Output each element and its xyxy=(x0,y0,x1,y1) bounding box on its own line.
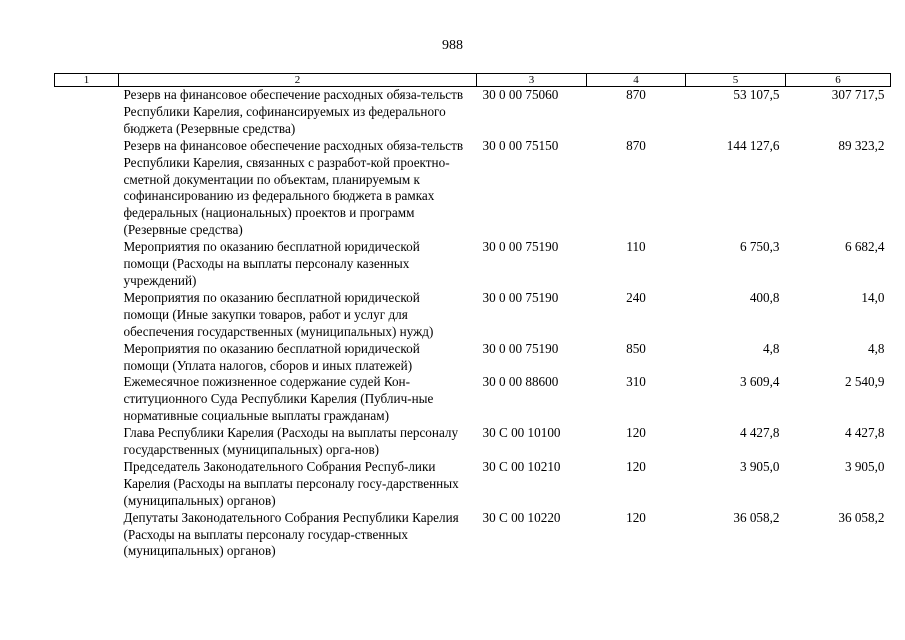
page-number: 988 xyxy=(442,38,463,53)
expense-name: Мероприятия по оказанию бесплатной юридической помощи (Расходы на выплаты персоналу казенных учреждений) xyxy=(123,239,420,288)
expense-type-code: 120 xyxy=(626,458,646,474)
expense-type-code: 310 xyxy=(626,374,646,390)
amount-col6: 3 905,0 xyxy=(844,458,885,474)
amount-col5: 400,8 xyxy=(749,289,780,305)
amount-col5: 36 058,2 xyxy=(733,509,780,525)
target-code: 30 0 00 75190 xyxy=(482,289,559,305)
amount-col6: 2 540,9 xyxy=(844,374,885,390)
expense-type-code: 870 xyxy=(626,137,646,153)
table-row xyxy=(55,290,891,341)
expense-name: Мероприятия по оказанию бесплатной юридической помощи (Иные закупки товаров, работ и услуг для обеспечения государственных (муниципальных) нужд) xyxy=(123,289,434,339)
amount-col6: 36 058,2 xyxy=(838,509,885,525)
target-code: 30 С 00 10220 xyxy=(482,509,561,525)
target-code: 30 0 00 88600 xyxy=(482,374,559,390)
table-row xyxy=(55,374,891,425)
row-index-cell xyxy=(55,425,119,459)
expense-name: Резерв на финансовое обеспечение расходных обяза-тельств Республики Карелия, софинансируемых из федерального бюджета (Резервные средства) xyxy=(123,87,464,136)
target-code: 30 С 00 10100 xyxy=(482,425,561,441)
target-code: 30 0 00 75190 xyxy=(482,340,559,356)
expense-type-code: 110 xyxy=(626,239,646,255)
amount-col6: 4 427,8 xyxy=(844,425,885,441)
amount-col6: 307 717,5 xyxy=(831,87,885,102)
table-row xyxy=(55,239,891,290)
expense-type-code: 870 xyxy=(626,87,646,102)
table-row xyxy=(55,510,891,561)
target-code: 30 0 00 75150 xyxy=(482,137,559,153)
table-header xyxy=(55,74,891,87)
amount-col5: 6 750,3 xyxy=(739,239,780,255)
table-body xyxy=(55,87,891,561)
amount-col5: 144 127,6 xyxy=(726,137,780,153)
expense-name: Глава Республики Карелия (Расходы на выплаты персоналу государственных (муниципальных) орга-нов) xyxy=(123,425,459,458)
expense-name: Ежемесячное пожизненное содержание судей Кон-ституционного Суда Республики Карелия (Публич-ные нормативные социальные выплаты гражданам) xyxy=(123,374,434,424)
expense-type-code: 850 xyxy=(626,340,646,356)
amount-col5: 4 427,8 xyxy=(739,425,780,441)
amount-col6: 4,8 xyxy=(868,340,885,356)
table-row xyxy=(55,459,891,510)
table-row xyxy=(55,341,891,375)
budget-table xyxy=(54,73,891,560)
target-code: 30 0 00 75060 xyxy=(482,87,559,102)
amount-col5: 53 107,5 xyxy=(733,87,780,102)
column-header: 1 xyxy=(55,74,119,87)
target-code: 30 0 00 75190 xyxy=(482,239,559,255)
amount-col6: 89 323,2 xyxy=(838,137,885,153)
expense-name: Мероприятия по оказанию бесплатной юридической помощи (Уплата налогов, сборов и иных платежей) xyxy=(123,340,420,373)
row-index-cell xyxy=(55,459,119,510)
amount-col5: 3 905,0 xyxy=(739,458,780,474)
amount-col6: 6 682,4 xyxy=(844,239,885,255)
table-row xyxy=(55,87,891,138)
expense-type-code: 120 xyxy=(626,509,646,525)
column-header: 6 xyxy=(786,74,891,87)
table-row xyxy=(55,138,891,239)
row-index-cell xyxy=(55,290,119,341)
column-header: 2 xyxy=(119,74,477,87)
target-code: 30 С 00 10210 xyxy=(482,458,561,474)
column-header: 3 xyxy=(477,74,587,87)
row-index-cell xyxy=(55,87,119,138)
row-index-cell xyxy=(55,374,119,425)
row-index-cell xyxy=(55,341,119,375)
column-header: 5 xyxy=(686,74,786,87)
column-header: 4 xyxy=(587,74,686,87)
row-index-cell xyxy=(55,138,119,239)
amount-col5: 3 609,4 xyxy=(739,374,780,390)
row-index-cell xyxy=(55,510,119,561)
expense-type-code: 240 xyxy=(626,289,646,305)
header-row xyxy=(55,74,891,87)
expense-name: Резерв на финансовое обеспечение расходных обяза-тельств Республики Карелия, связанных с разработ-кой проектно-сметной документации по объектам, планируемым к софинансированию из федерального бюджета в рамках федеральных (национальных) проектов и программ (Резервные средства) xyxy=(123,137,464,238)
expense-type-code: 120 xyxy=(626,425,646,441)
row-index-cell xyxy=(55,239,119,290)
expense-name: Председатель Законодательного Собрания Респуб-лики Карелия (Расходы на выплаты персоналу госу-дарственных (муниципальных) органов) xyxy=(123,458,459,508)
amount-col6: 14,0 xyxy=(861,289,885,305)
table-row xyxy=(55,425,891,459)
expense-name: Депутаты Законодательного Собрания Республики Карелия (Расходы на выплаты персоналу государ-ственных (муниципальных) органов) xyxy=(123,509,459,559)
amount-col5: 4,8 xyxy=(763,340,780,356)
